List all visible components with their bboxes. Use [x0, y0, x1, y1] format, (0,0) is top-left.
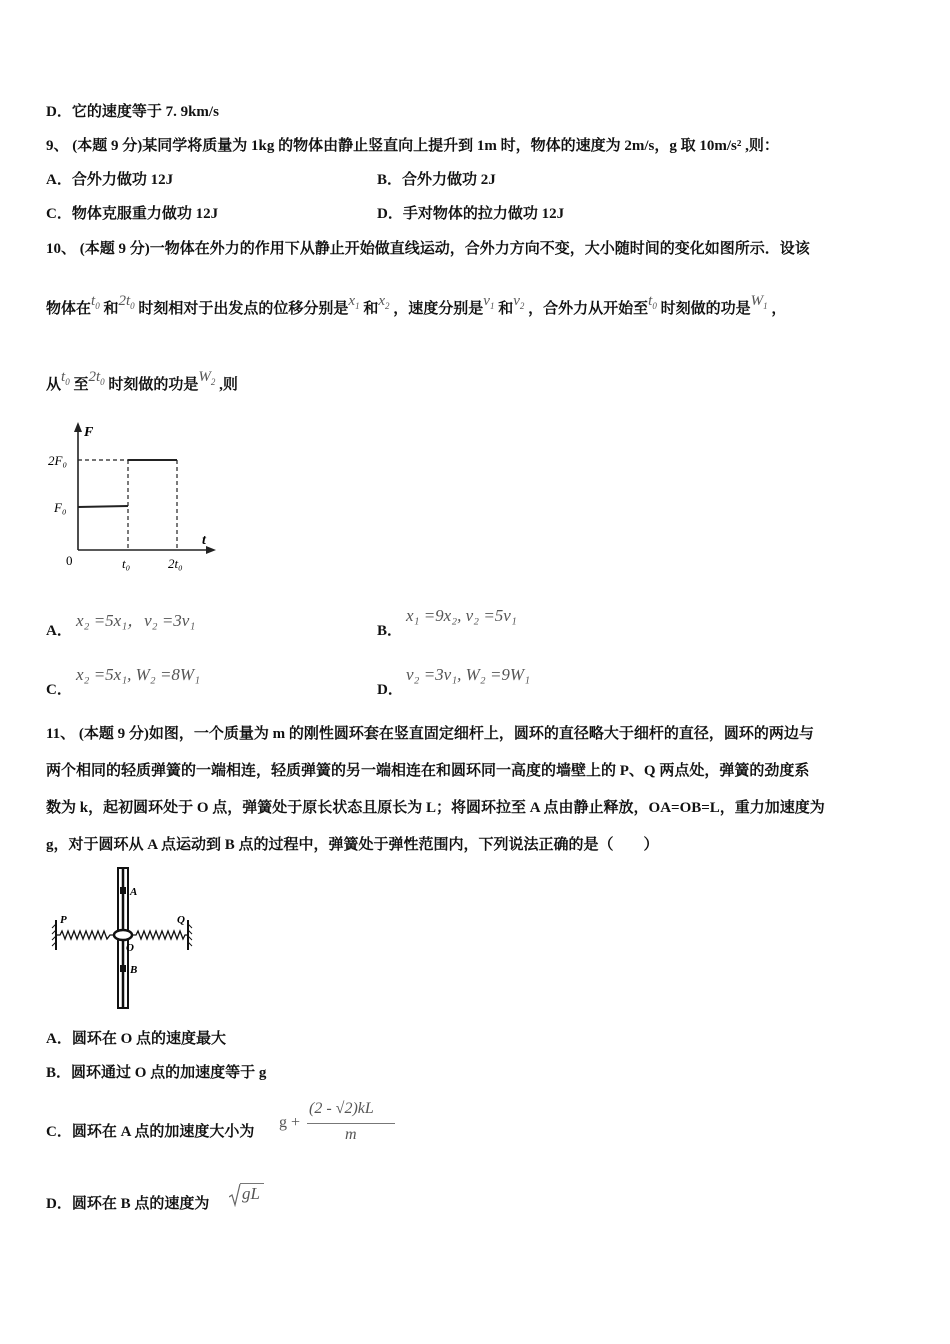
graph-ylabel: F: [84, 425, 94, 440]
q11-option-d: D．圆环在 B 点的速度为: [46, 1196, 210, 1212]
q11-option-c: C．圆环在 A 点的加速度大小为: [46, 1124, 255, 1140]
graph-x1-label: t₀: [122, 556, 131, 571]
q10-option-a-eq: x₂ =5x₁，v₂ =3v₁: [76, 611, 196, 630]
q10-option-b-eq: x₁ =9x₂, v₂ =5v₁: [406, 606, 517, 625]
force-time-graph: [44, 420, 224, 575]
q10-stem-line3: 从$t_0$ 至$2t_0$ 时刻做的功是$W_2$ ,则: [46, 369, 238, 393]
q10-option-a-label: A．: [46, 623, 72, 639]
q10-option-d-eq: v₂ =3v₁, W₂ =9W₁: [406, 665, 530, 684]
q11-stem-line4: g，对于圆环从 A 点运动到 B 点的过程中，弹簧处于弹性范围内，下列说法正确的是（ ）: [46, 837, 659, 853]
q10-option-c-label: C．: [46, 682, 72, 698]
q11-stem-line2: 两个相同的轻质弹簧的一端相连，轻质弹簧的另一端相连在和圆环同一高度的墙壁上的 P、Q 两点处，弹簧的劲度系: [46, 763, 810, 779]
q10-option-d-label: D．: [377, 682, 403, 698]
q11-stem-line3: 数为 k，起初圆环处于 O 点，弹簧处于原长状态且原长为 L；将圆环拉至 A 点由静止释放，OA=OB=L，重力加速度为: [46, 800, 825, 816]
q8-option-d: D．它的速度等于 7. 9km/s: [46, 104, 219, 120]
q9-option-a: A．合外力做功 12J: [46, 172, 174, 188]
graph-x2-label: 2t₀: [168, 556, 183, 571]
graph-y2-label: 2F₀: [48, 453, 67, 468]
figure-label-o: O: [126, 942, 134, 954]
ring-spring-figure: [50, 864, 195, 1010]
graph-xlabel: t: [202, 533, 206, 548]
graph-y1-label: F₀: [54, 500, 67, 515]
q11-option-a: A．圆环在 O 点的速度最大: [46, 1031, 227, 1047]
q9-option-b: B．合外力做功 2J: [377, 172, 496, 188]
q9-option-d: D．手对物体的拉力做功 12J: [377, 206, 565, 222]
graph-origin-label: 0: [66, 553, 73, 568]
figure-label-b: B: [130, 964, 138, 976]
q10-stem-line2: 物体在$t_0$ 和$2t_0$ 时刻相对于出发点的位移分别是$x_1$ 和$x_2$ ，速度分别是$v_1$ 和$v_2$ ，合外力从开始至$t_0$ 时刻做的功是$W_1$ ，: [46, 293, 787, 317]
q11-option-c-formula: g + (2 - √2)kL m: [279, 1098, 399, 1150]
q11-option-b: B．圆环通过 O 点的加速度等于 g: [46, 1065, 267, 1081]
figure-label-p: P: [60, 914, 67, 926]
figure-label-q: Q: [177, 914, 185, 926]
q10-option-b-label: B．: [377, 623, 403, 639]
figure-label-a: A: [130, 886, 138, 898]
q11-stem-line1: 11、 (本题 9 分)如图，一个质量为 m 的刚性圆环套在竖直固定细杆上，圆环的直径略大于细杆的直径，圆环的两边与: [46, 726, 814, 742]
q9-option-c: C．物体克服重力做功 12J: [46, 206, 219, 222]
q9-stem: 9、 (本题 9 分)某同学将质量为 1kg 的物体由静止竖直向上提升到 1m 时，物体的速度为 2m/s，g 取 10m/s² ,则：: [46, 138, 779, 154]
q10-stem-line1: 10、 (本题 9 分)一物体在外力的作用下从静止开始做直线运动，合外力方向不变，大小随时间的变化如图所示．设该: [46, 241, 810, 257]
q10-option-c-eq: x₂ =5x₁, W₂ =8W₁: [76, 665, 200, 684]
